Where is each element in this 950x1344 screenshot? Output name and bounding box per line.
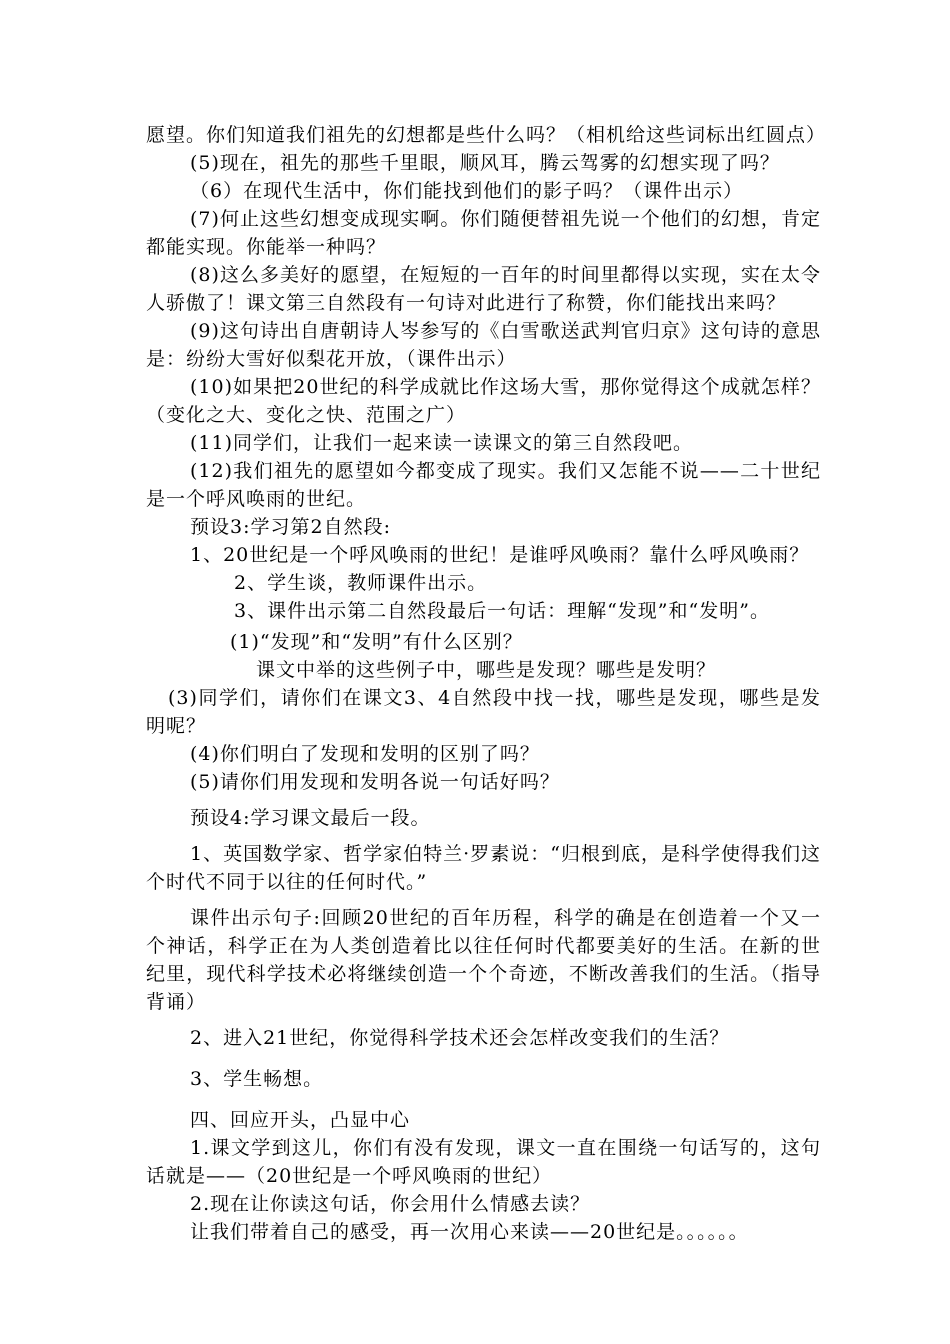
paragraph-preset3-2: 2、学生谈，教师课件出示。 [234,572,488,594]
paragraph-item-7: (7)何止这些幻想变成现实啊。你们随便替祖先说一个他们的幻想，肯定都能实现。你能举一种吗？ [146,208,821,258]
paragraph-preset4-3: 3、学生畅想。 [190,1068,324,1090]
section-heading-preset-4: 预设4:学习课文最后一段。 [190,807,431,829]
paragraph-item-8: (8)这么多美好的愿望，在短短的一百年的时间里都得以实现，实在太令人骄傲了！课文第三自然段有一句诗对此进行了称赞，你们能找出来吗？ [146,264,821,314]
section-heading-four: 四、回应开头，凸显中心 [190,1109,411,1131]
paragraph-item-5: (5)现在，祖先的那些千里眼，顺风耳，腾云驾雾的幻想实现了吗？ [190,152,780,174]
section-heading-preset-3: 预设3:学习第2自然段: [190,516,391,538]
paragraph-continuation: 愿望。你们知道我们祖先的幻想都是些什么吗？（相机给这些词标出红圆点） [146,124,827,146]
paragraph-sub-5: (5)请你们用发现和发明各说一句话好吗？ [190,771,560,793]
paragraph-four-2: 2.现在让你读这句话，你会用什么情感去读？ [190,1193,591,1215]
paragraph-item-11: (11)同学们，让我们一起来读一读课文的第三自然段吧。 [190,432,694,454]
paragraph-sub-4: (4)你们明白了发现和发明的区别了吗？ [190,743,540,765]
paragraph-courseware-quote: 课件出示句子:回顾20世纪的百年历程，科学的确是在创造着一个又一个神话，科学正在为人类创造着比以往任何时代都要美好的生活。在新的世纪里，现代科学技术必将继续创造一个个奇迹，不断改善我们的生活。（指导背诵） [146,907,821,1013]
paragraph-preset3-1: 1、20世纪是一个呼风唤雨的世纪！是谁呼风唤雨？靠什么呼风唤雨？ [190,544,810,566]
paragraph-item-9: (9)这句诗出自唐朝诗人岑参写的《白雪歌送武判官归京》这句诗的意思是：纷纷大雪好似梨花开放，（课件出示） [146,320,821,370]
paragraph-preset4-1: 1、英国数学家、哲学家伯特兰·罗素说：“归根到底，是科学使得我们这个时代不同于以往的任何时代。” [146,843,821,893]
paragraph-sub-1-question: 课文中举的这些例子中，哪些是发现？哪些是发明？ [256,659,717,681]
paragraph-item-10: (10)如果把20世纪的科学成就比作这场大雪，那你觉得这个成就怎样？（变化之大、变化之快、范围之广） [146,376,821,426]
paragraph-sub-1: (1)“发现”和“发明”有什么区别？ [230,631,523,653]
paragraph-four-closing: 让我们带着自己的感受，再一次用心来读——20世纪是。。。。。。 [190,1221,749,1243]
paragraph-sub-3: (3)同学们，请你们在课文3、4自然段中找一找，哪些是发现，哪些是发明呢？ [146,687,821,737]
paragraph-four-1: 1.课文学到这儿，你们有没有发现，课文一直在围绕一句话写的，这句话就是——（20世纪是一个呼风唤雨的世纪） [146,1137,821,1187]
document-body [146,121,827,1246]
paragraph-preset3-3: 3、课件出示第二自然段最后一句话：理解“发现”和“发明”。 [234,600,770,622]
paragraph-preset4-2: 2、进入21世纪，你觉得科学技术还会怎样改变我们的生活？ [190,1027,730,1049]
paragraph-item-6: （6）在现代生活中，你们能找到他们的影子吗？（课件出示） [190,180,744,202]
paragraph-item-12: (12)我们祖先的愿望如今都变成了现实。我们又怎能不说——二十世纪是一个呼风唤雨的世纪。 [146,460,821,510]
